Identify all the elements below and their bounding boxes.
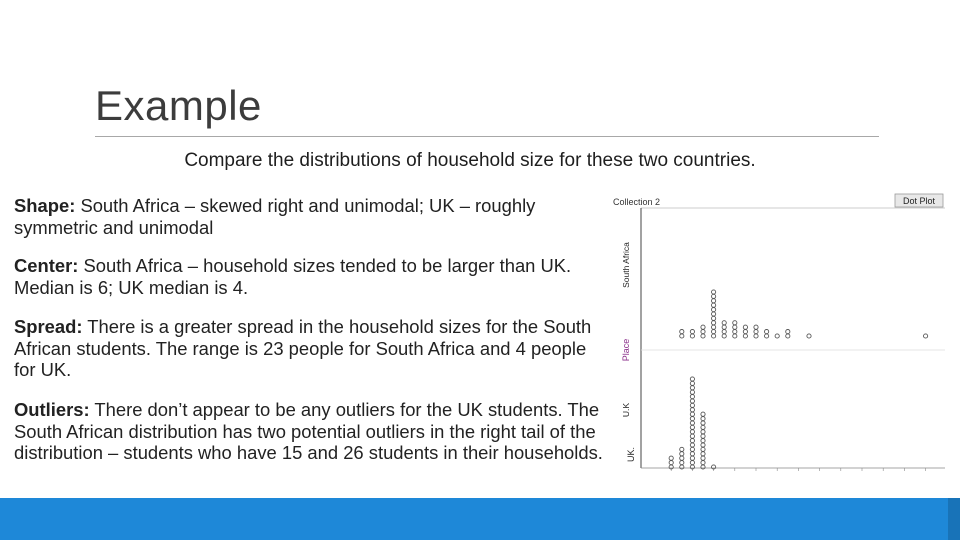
data-point xyxy=(701,330,705,334)
outliers-paragraph xyxy=(14,399,604,464)
data-point xyxy=(743,334,747,338)
data-point xyxy=(765,330,769,334)
data-point xyxy=(680,465,684,469)
data-point xyxy=(743,330,747,334)
data-point xyxy=(701,456,705,460)
data-point xyxy=(690,461,694,465)
data-point xyxy=(712,299,716,303)
data-point xyxy=(680,456,684,460)
data-point xyxy=(924,334,928,338)
data-point xyxy=(701,434,705,438)
group-axis-label-uk: UK. xyxy=(626,446,636,462)
data-point xyxy=(701,452,705,456)
data-point xyxy=(712,312,716,316)
data-point xyxy=(754,325,758,329)
title-divider xyxy=(95,136,879,137)
data-point xyxy=(680,461,684,465)
data-point xyxy=(690,452,694,456)
data-point xyxy=(680,447,684,451)
data-point xyxy=(712,325,716,329)
data-point xyxy=(701,465,705,469)
data-point xyxy=(786,334,790,338)
data-point xyxy=(712,330,716,334)
data-point xyxy=(669,456,673,460)
data-point xyxy=(690,395,694,399)
center-paragraph xyxy=(14,255,604,298)
data-point xyxy=(712,308,716,312)
slide-title: Example xyxy=(95,82,262,129)
dot-series xyxy=(669,290,928,469)
data-point xyxy=(701,443,705,447)
data-point xyxy=(733,330,737,334)
data-point xyxy=(701,334,705,338)
collection-header: Collection 2 xyxy=(613,197,661,207)
data-point xyxy=(743,325,747,329)
data-point xyxy=(722,325,726,329)
data-point xyxy=(690,421,694,425)
data-point xyxy=(690,425,694,429)
data-point xyxy=(786,330,790,334)
data-point xyxy=(807,334,811,338)
data-point xyxy=(765,334,769,338)
data-point xyxy=(712,294,716,298)
data-point xyxy=(690,412,694,416)
data-point xyxy=(690,417,694,421)
data-point xyxy=(690,447,694,451)
x-ticks xyxy=(671,468,925,471)
shape-paragraph xyxy=(14,195,604,238)
data-point xyxy=(722,334,726,338)
data-point xyxy=(690,456,694,460)
data-point xyxy=(712,316,716,320)
data-point xyxy=(690,443,694,447)
data-point xyxy=(690,334,694,338)
shape-keyword: Shape: xyxy=(14,195,76,216)
data-point xyxy=(690,399,694,403)
data-point xyxy=(733,321,737,325)
data-point xyxy=(712,303,716,307)
data-point xyxy=(701,421,705,425)
data-point xyxy=(690,377,694,381)
slide-subtitle: Compare the distributions of household size for these two countries. xyxy=(184,150,756,171)
group-label-uk: U.K xyxy=(621,402,631,418)
data-point xyxy=(733,325,737,329)
center-text: South Africa – household sizes tended to be larger than UK. Median is 6; UK median is 4. xyxy=(14,255,572,298)
data-point xyxy=(701,425,705,429)
data-point xyxy=(722,321,726,325)
footer-bar xyxy=(0,498,960,540)
spread-keyword: Spread: xyxy=(14,316,83,337)
spread-paragraph xyxy=(14,316,604,381)
place-axis-label: Place xyxy=(621,338,631,362)
data-point xyxy=(680,452,684,456)
dot-plot-chart xyxy=(605,190,947,472)
data-point xyxy=(775,334,779,338)
data-point xyxy=(690,439,694,443)
data-point xyxy=(754,330,758,334)
data-point xyxy=(733,334,737,338)
data-point xyxy=(754,334,758,338)
data-point xyxy=(701,461,705,465)
data-point xyxy=(701,417,705,421)
data-point xyxy=(690,430,694,434)
group-label-south-africa: South Africa xyxy=(621,242,631,288)
data-point xyxy=(712,290,716,294)
data-point xyxy=(712,321,716,325)
data-point xyxy=(701,430,705,434)
dot-plot-panel xyxy=(605,190,947,472)
center-keyword: Center: xyxy=(14,255,79,276)
data-point xyxy=(690,403,694,407)
data-point xyxy=(701,412,705,416)
data-point xyxy=(690,408,694,412)
data-point xyxy=(712,334,716,338)
data-point xyxy=(680,334,684,338)
outliers-text: There don’t appear to be any outliers for the UK students. The South African distribution has two potential outliers in the right tail of the distribution – students who have 15 and 26 students in their households. xyxy=(14,399,603,463)
outliers-keyword: Outliers: xyxy=(14,399,90,420)
spread-text: There is a greater spread in the household sizes for the South African students. The range is 23 people for South Africa and 4 people for UK. xyxy=(14,316,592,380)
data-point xyxy=(690,390,694,394)
data-point xyxy=(722,330,726,334)
data-point xyxy=(690,386,694,390)
dot-plot-button-label[interactable]: Dot Plot xyxy=(902,196,936,206)
data-point xyxy=(690,330,694,334)
data-point xyxy=(669,461,673,465)
data-point xyxy=(701,447,705,451)
data-point xyxy=(690,434,694,438)
shape-text: South Africa – skewed right and unimodal; UK – roughly symmetric and unimodal xyxy=(14,195,536,238)
footer-accent xyxy=(948,498,960,540)
data-point xyxy=(701,325,705,329)
data-point xyxy=(680,330,684,334)
data-point xyxy=(701,439,705,443)
data-point xyxy=(690,381,694,385)
